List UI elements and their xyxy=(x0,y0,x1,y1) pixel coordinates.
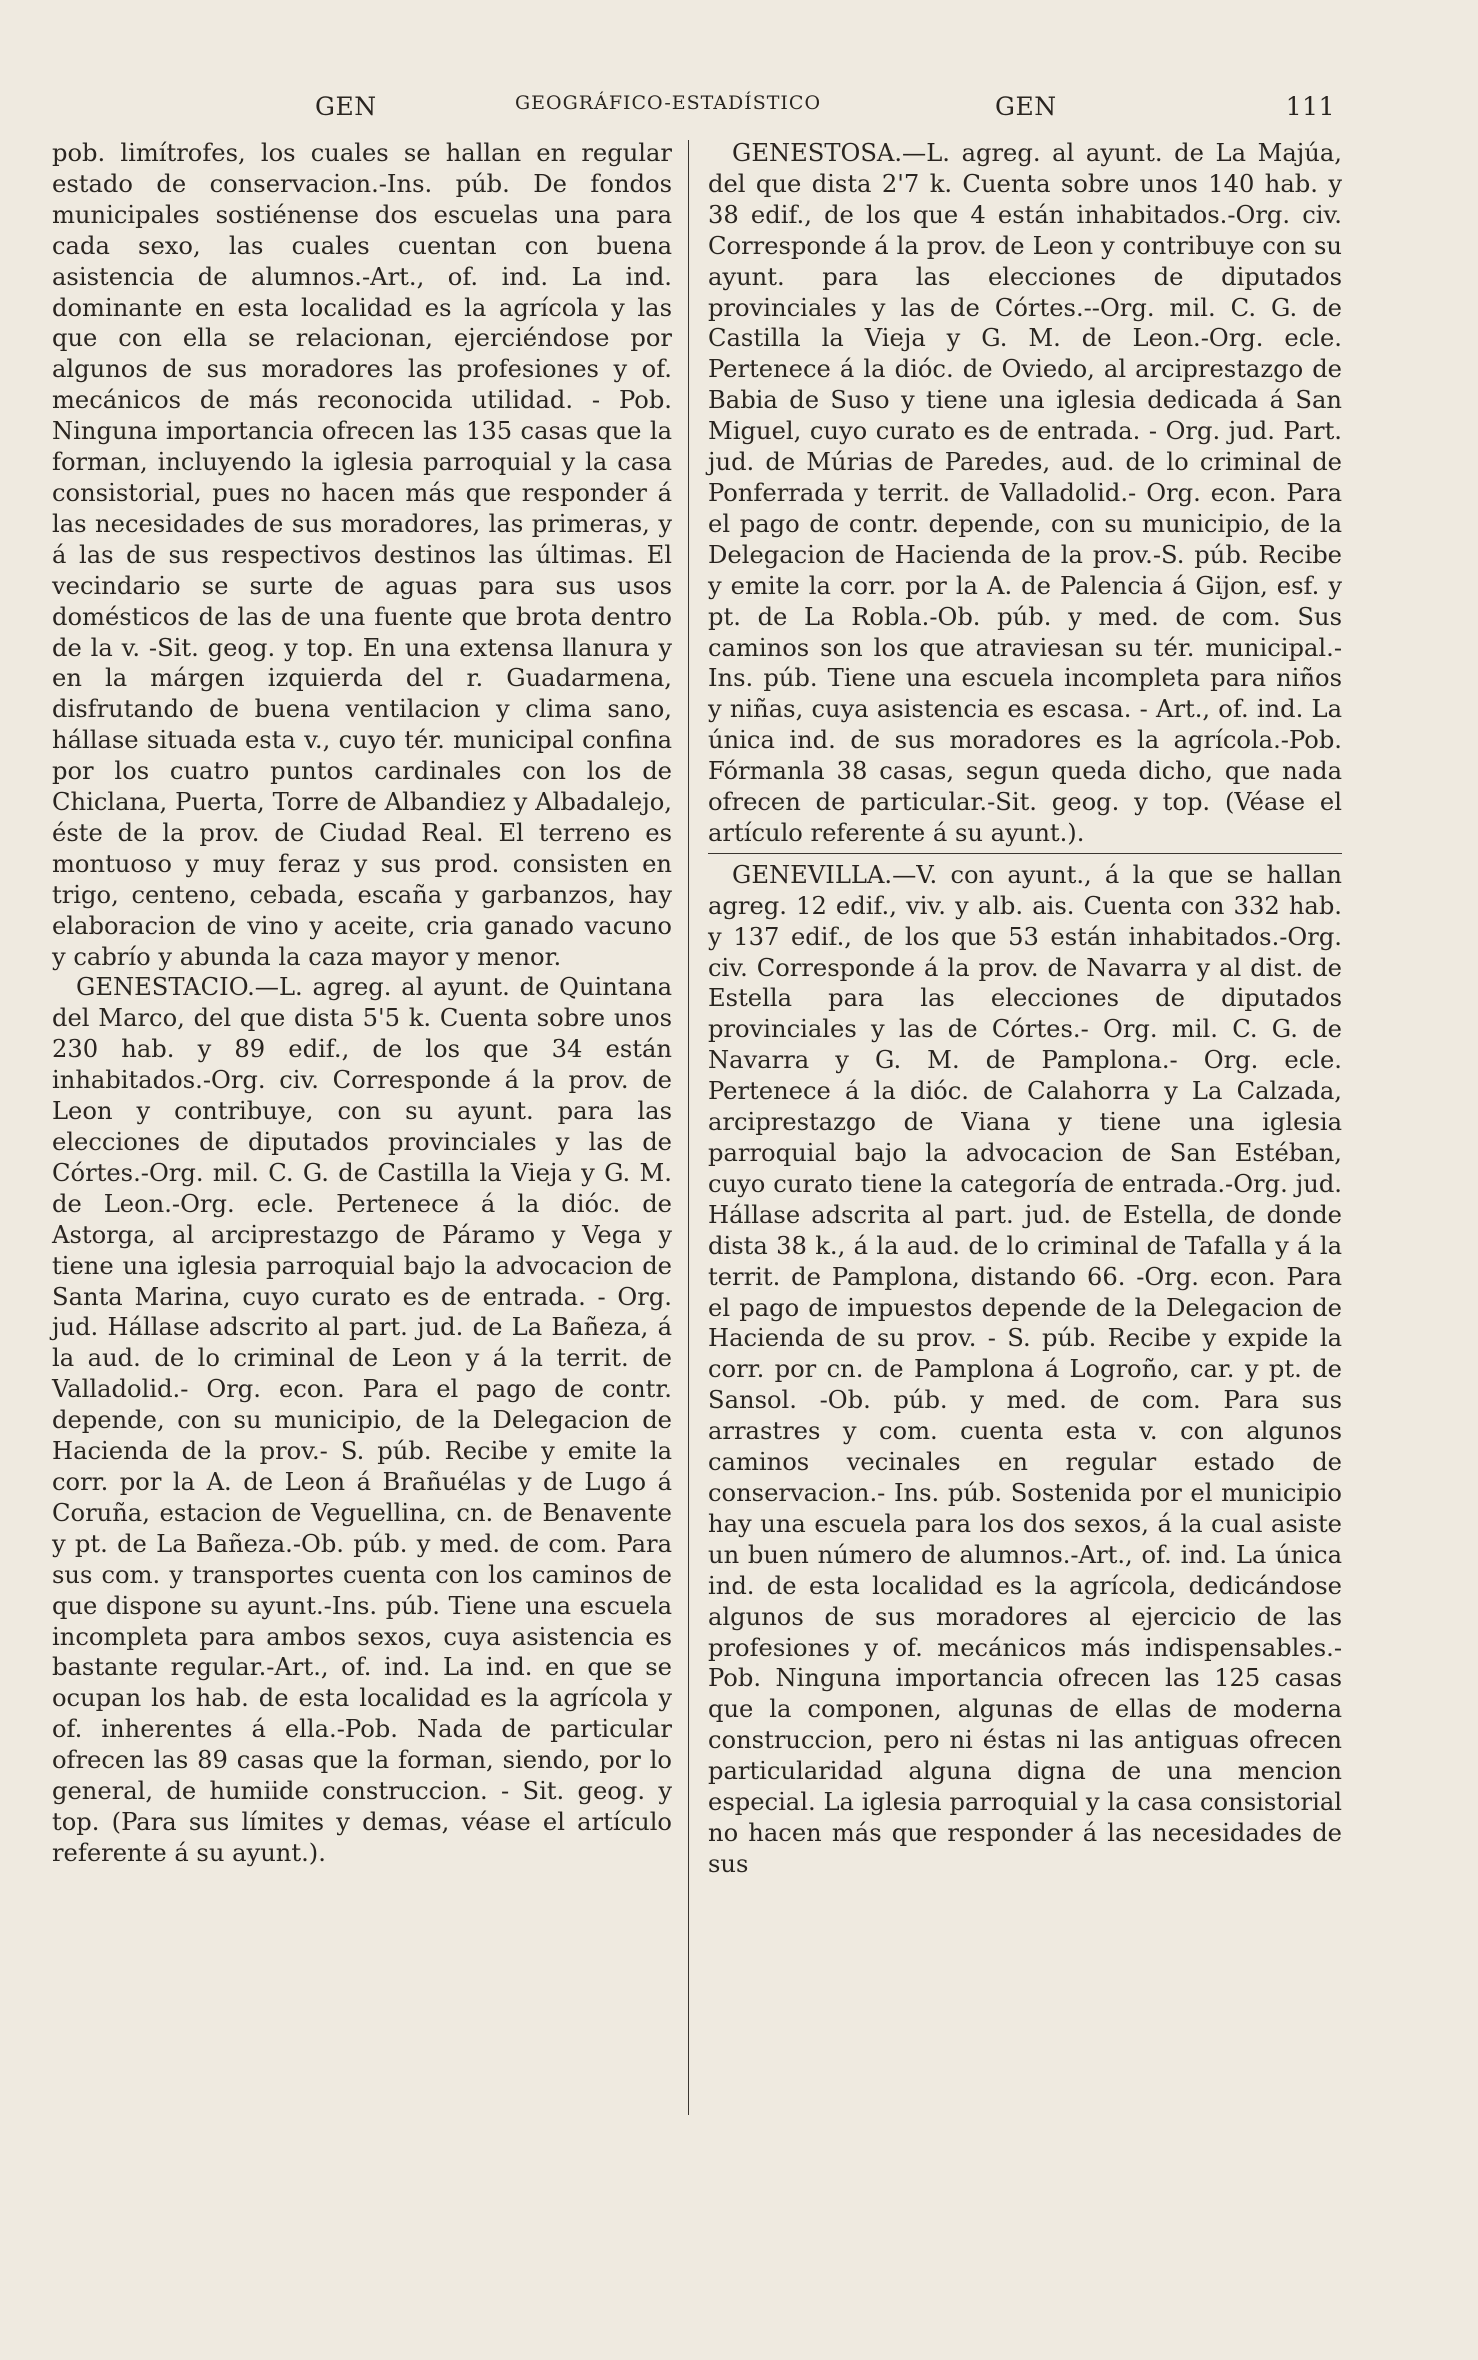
entry-genestacio: GENESTACIO.—L. agreg. al ayunt. de Quintana del Marco, del que dista 5'5 k. Cuenta sobre unos 230 hab. y 89 edif., de los que 34 están inhabitados.-Org. civ. Corresponde á la prov. de Leon y contribuye, con su ayunt. para las elecciones de diputados provinciales y las de Córtes.-Org. mil. C. G. de Castilla la Vieja y G. M. de Leon.-Org. ecle. Pertenece á la dióc. de Astorga, al arciprestazgo de Páramo y Vega y tiene una iglesia parroquial bajo la advocacion de Santa Marina, cuyo curato es de entrada. - Org. jud. Hállase adscrito al part. jud. de La Bañeza, á la aud. de lo criminal de Leon y á la territ. de Valladolid.- Org. econ. Para el pago de contr. depende, con su municipio, de la Delegacion de Hacienda de la prov.- S. púb. Recibe y emite la corr. por la A. de Leon á Brañuélas y de Lugo á Coruña, estacion de Veguellina, cn. de Benavente y pt. de La Bañeza.-Ob. púb. y med. de com. Para sus com. y transportes cuenta con los caminos de que dispone su ayunt.-Ins. púb. Tiene una escuela incompleta para ambos sexos, cuya asistencia es bastante regular.-Art., of. ind. La ind. en que se ocupan los hab. de esta localidad es la agrícola y of. inherentes á ella.-Pob. Nada de particular ofrecen las 89 casas que la forman, siendo, por lo general, de humiide construccion. - Sit. geog. y top. (Para sus límites y demas, véase el artículo referente á su ayunt.). xyxy=(52,973,672,1867)
header-right-word: GEN xyxy=(995,92,1057,121)
entry-separator xyxy=(708,853,1342,854)
entry-genevilla: GENEVILLA.—V. con ayunt., á la que se hallan agreg. 12 edif., viv. y alb. ais. Cuenta con 332 hab. y 137 edif., de los que 53 están inhabitados.-Org. civ. Corresponde á la prov. de Navarra y al dist. de Estella para las elecciones de diputados provinciales y las de Córtes.- Org. mil. C. G. de Navarra y G. M. de Pamplona.- Org. ecle. Pertenece á la dióc. de Calahorra y La Calzada, arciprestazgo de Viana y tiene una iglesia parroquial bajo la advocacion de San Estéban, cuyo curato tiene la categoría de entrada.-Org. jud. Hállase adscrita al part. jud. de Estella, de donde dista 38 k., á la aud. de lo criminal de Tafalla y á la territ. de Pamplona, distando 66. -Org. econ. Para el pago de impuestos depende de la Delegacion de Hacienda de su prov. - S. púb. Recibe y expide la corr. por cn. de Pamplona á Logroño, car. y pt. de Sansol. -Ob. púb. y med. de com. Para sus arrastres y com. cuenta esta v. con algunos caminos vecinales en regular estado de conservacion.- Ins. púb. Sostenida por el municipio hay una escuela para los dos sexos, á la cual asiste un buen número de alumnos.-Art., of. ind. La única ind. de esta localidad es la agrícola, dedicándose algunos de sus moradores al ejercicio de las profesiones y of. mecánicos más indispensables.-Pob. Ninguna importancia ofrecen las 125 casas que la componen, algunas de ellas de moderna construccion, pero ni éstas ni las antiguas ofrecen particularidad alguna digna de una mencion especial. La iglesia parroquial y la casa consistorial no hacen más que responder á las necesidades de sus xyxy=(708,860,1342,1878)
running-header xyxy=(315,92,1335,132)
entry-continuation: pob. limítrofes, los cuales se hallan en regular estado de conservacion.-Ins. púb. De fondos municipales sostiénense dos escuelas una para cada sexo, las cuales cuentan con buena asistencia de alumnos.-Art., of. ind. La ind. dominante en esta localidad es la agrícola y las que con ella se relacionan, ejerciéndose por algunos de sus moradores las profesiones y of. mecánicos de más reconocida utilidad. - Pob. Ninguna importancia ofrecen las 135 casas que la forman, incluyendo la iglesia parroquial y la casa consistorial, pues no hacen más que responder á las necesidades de sus moradores, las primeras, y á las de sus respectivos destinos las últimas. El vecindario se surte de aguas para sus usos domésticos de las de una fuente que brota dentro de la v. -Sit. geog. y top. En una extensa llanura y en la márgen izquierda del r. Guadarmena, disfrutando de buena ventilacion y clima sano, hállase situada esta v., cuyo tér. municipal confina por los cuatro puntos cardinales con los de Chiclana, Puerta, Torre de Albandiez y Albadalejo, éste de la prov. de Ciudad Real. El terreno es montuoso y muy feraz y sus prod. consisten en trigo, centeno, cebada, escaña y garbanzos, hay elaboracion de vino y aceite, cria ganado vacuno y cabrío y abunda la caza mayor y menor. xyxy=(52,139,672,971)
page-number: 111 xyxy=(1285,92,1335,121)
left-column xyxy=(52,138,672,1869)
entry-genestosa: GENESTOSA.—L. agreg. al ayunt. de La Majúa, del que dista 2'7 k. Cuenta sobre unos 140 hab. y 38 edif., de los que 4 están inhabitados.-Org. civ. Corresponde á la prov. de Leon y contribuye con su ayunt. para las elecciones de diputados provinciales y las de Córtes.--Org. mil. C. G. de Castilla la Vieja y G. M. de Leon.-Org. ecle. Pertenece á la dióc. de Oviedo, al arciprestazgo de Babia de Suso y tiene una iglesia dedicada á San Miguel, cuyo curato es de entrada. - Org. jud. Part. jud. de Múrias de Paredes, aud. de lo criminal de Ponferrada y territ. de Valladolid.- Org. econ. Para el pago de contr. depende, con su municipio, de la Delegacion de Hacienda de la prov.-S. púb. Recibe y emite la corr. por la A. de Palencia á Gijon, esf. y pt. de La Robla.-Ob. púb. y med. de com. Sus caminos son los que atraviesan su tér. municipal.- Ins. púb. Tiene una escuela incompleta para niños y niñas, cuya asistencia es escasa. - Art., of. ind. La única ind. de sus moradores es la agrícola.-Pob. Fórmanla 38 casas, segun queda dicho, que nada ofrecen de particular.-Sit. geog. y top. (Véase el artículo referente á su ayunt.). xyxy=(708,139,1342,847)
column-divider xyxy=(688,140,689,2115)
right-column xyxy=(708,138,1342,1880)
header-left-word: GEN xyxy=(315,92,377,121)
header-title: GEOGRÁFICO-ESTADÍSTICO xyxy=(515,92,822,114)
